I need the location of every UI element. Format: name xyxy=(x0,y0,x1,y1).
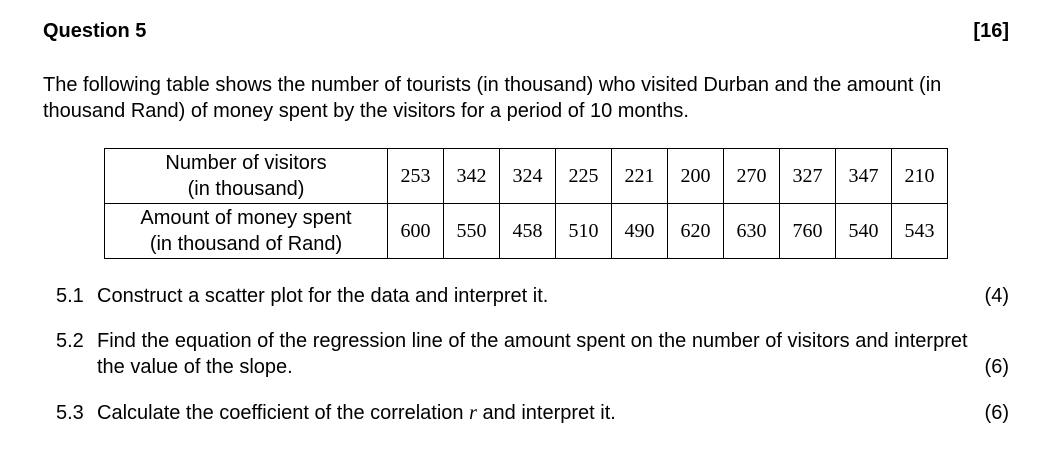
table-cell: 490 xyxy=(612,204,668,259)
row-header-line: (in thousand of Rand) xyxy=(149,233,343,255)
sub-question-5-2 xyxy=(56,328,1009,380)
row-header-visitors xyxy=(105,149,388,204)
intro-paragraph: The following table shows the number of tourists (in thousand) who visited Durban and the amount (in thousand Rand) of money spent by the visitors for a period of 10 months. xyxy=(43,74,942,122)
table-cell: 620 xyxy=(668,204,724,259)
table-cell: 347 xyxy=(836,149,892,204)
table-row-visitors xyxy=(105,149,948,204)
sub-question-text-before: Calculate the coefficient of the correlation xyxy=(97,402,464,424)
sub-question-number: 5.3 xyxy=(56,402,84,424)
table-cell: 327 xyxy=(780,149,836,204)
sub-question-number: 5.2 xyxy=(56,330,84,352)
correlation-variable: r xyxy=(469,402,477,424)
table-cell: 324 xyxy=(500,149,556,204)
row-header-line: (in thousand) xyxy=(187,178,305,200)
row-header-money xyxy=(105,204,388,259)
sub-question-marks: (6) xyxy=(984,356,1009,378)
table-cell: 760 xyxy=(780,204,836,259)
sub-question-5-1 xyxy=(56,283,1009,309)
sub-question-number: 5.1 xyxy=(56,285,84,307)
table-cell: 270 xyxy=(724,149,780,204)
question-title: Question 5 xyxy=(43,20,147,42)
table-cell: 550 xyxy=(444,204,500,259)
sub-question-text: Construct a scatter plot for the data and interpret it. xyxy=(97,285,549,307)
table-row-money xyxy=(105,204,948,259)
table-cell: 210 xyxy=(892,149,948,204)
sub-question-text: Find the equation of the regression line of the amount spent on the number of visitors and interpret the value of the slope. xyxy=(97,330,968,378)
sub-question-marks: (4) xyxy=(984,285,1009,307)
table-cell: 200 xyxy=(668,149,724,204)
row-header-line: Amount of money spent xyxy=(140,207,352,229)
table-cell: 510 xyxy=(556,204,612,259)
table-cell: 225 xyxy=(556,149,612,204)
total-marks: [16] xyxy=(973,20,1009,42)
sub-question-text xyxy=(97,400,1009,426)
table-cell: 221 xyxy=(612,149,668,204)
table-cell: 540 xyxy=(836,204,892,259)
table-cell: 543 xyxy=(892,204,948,259)
sub-question-marks: (6) xyxy=(984,402,1009,424)
row-header-line: Number of visitors xyxy=(165,152,327,174)
table-cell: 458 xyxy=(500,204,556,259)
table-cell: 630 xyxy=(724,204,780,259)
sub-question-5-3 xyxy=(56,400,1009,426)
data-table xyxy=(104,148,948,259)
sub-question-text-after: and interpret it. xyxy=(482,402,616,424)
table-cell: 253 xyxy=(388,149,444,204)
table-cell: 342 xyxy=(444,149,500,204)
table-cell: 600 xyxy=(388,204,444,259)
